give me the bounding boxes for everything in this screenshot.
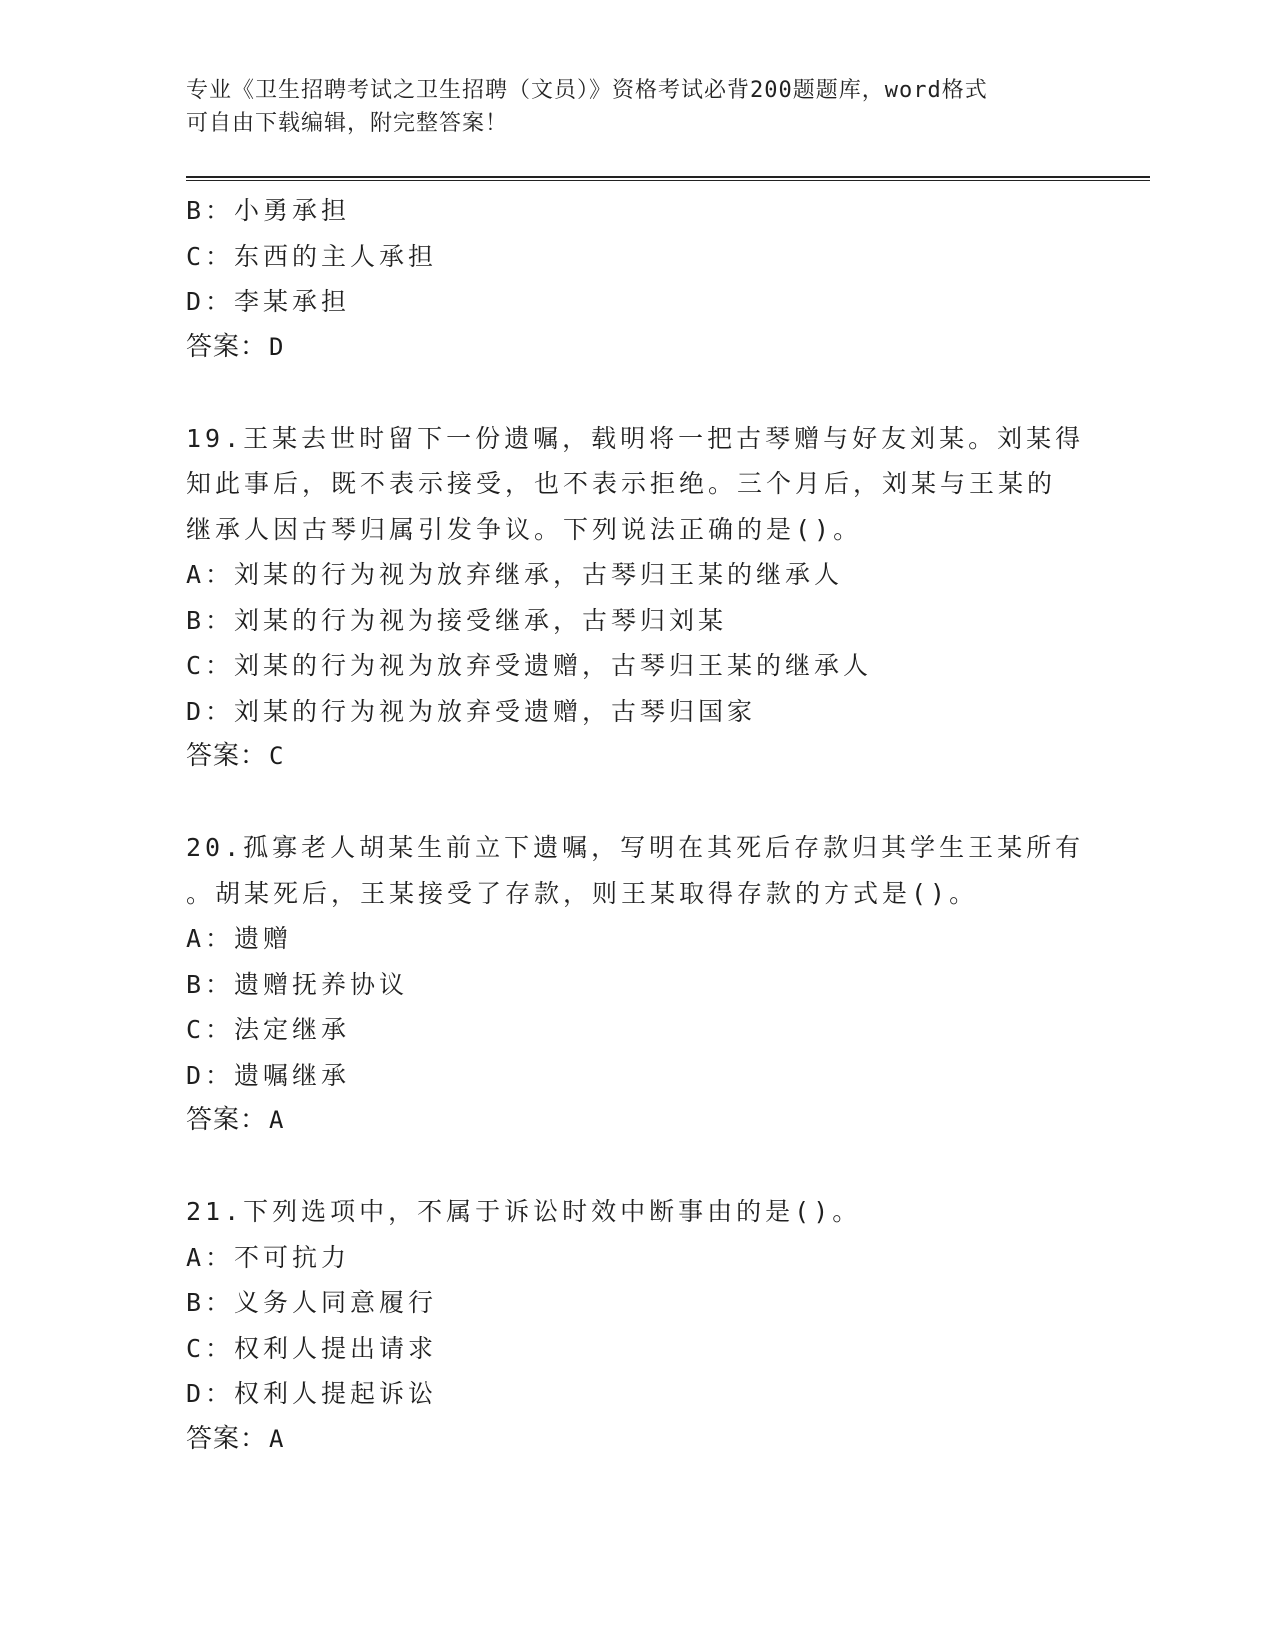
option-b: B：小勇承担	[186, 196, 351, 225]
answer-label: 答案：	[186, 1105, 268, 1135]
option-b: B：刘某的行为视为接受继承，古琴归刘某	[186, 605, 728, 635]
answer-value: D	[269, 332, 285, 361]
question-19	[186, 416, 1106, 780]
option-d: D：遗嘱继承	[186, 1060, 351, 1090]
header-line-1: 专业《卫生招聘考试之卫生招聘（文员）》资格考试必背200题题库，word格式	[186, 78, 988, 103]
option-c: C：权利人提出请求	[186, 1333, 438, 1363]
question-stem-line: 20.孤寡老人胡某生前立下遗嘱，写明在其死后存款归其学生王某所有	[186, 833, 1085, 862]
question-stem-line: 继承人因古琴归属引发争议。下列说法正确的是()。	[186, 514, 863, 544]
option-c: C：刘某的行为视为放弃受遗赠，古琴归王某的继承人	[186, 651, 873, 680]
option-b: B：遗赠抚养协议	[186, 969, 409, 999]
question-21	[186, 1189, 1106, 1462]
option-a: A：不可抗力	[186, 1242, 351, 1272]
question-stem-line: 。胡某死后，王某接受了存款，则王某取得存款的方式是()。	[186, 878, 979, 908]
option-d: D：权利人提起诉讼	[186, 1379, 438, 1408]
answer-label: 答案：	[186, 741, 268, 771]
answer-label: 答案：	[186, 1423, 268, 1454]
option-a: A：遗赠	[186, 924, 293, 953]
answer-line	[186, 325, 1106, 371]
question-20	[186, 825, 1106, 1144]
page-header	[186, 74, 1086, 140]
option-d: D：刘某的行为视为放弃受遗赠，古琴归国家	[186, 696, 757, 726]
answer-line	[186, 734, 1106, 780]
header-divider	[186, 176, 1150, 181]
question-stem-line: 知此事后，既不表示接受，也不表示拒绝。三个月后，刘某与王某的	[186, 469, 1057, 498]
option-a: A：刘某的行为视为放弃继承，古琴归王某的继承人	[186, 560, 844, 589]
answer-line	[186, 1417, 1106, 1463]
option-d: D：李某承担	[186, 287, 351, 316]
option-c: C：东西的主人承担	[186, 241, 438, 271]
spacer	[186, 780, 1106, 826]
answer-value: C	[269, 742, 285, 770]
answer-value: A	[269, 1106, 285, 1134]
answer-value: A	[269, 1424, 285, 1453]
carryover-options	[186, 188, 1106, 370]
spacer	[186, 370, 1106, 416]
spacer	[186, 1144, 1106, 1190]
question-stem-line: 21.下列选项中，不属于诉讼时效中断事由的是()。	[186, 1197, 862, 1226]
option-b: B：义务人同意履行	[186, 1288, 438, 1317]
question-stem-line: 19.王某去世时留下一份遗嘱，载明将一把古琴赠与好友刘某。刘某得	[186, 423, 1085, 453]
answer-line	[186, 1098, 1106, 1144]
header-line-2: 可自由下载编辑，附完整答案！	[186, 111, 509, 136]
question-list	[186, 188, 1106, 1462]
answer-label: 答案：	[186, 331, 268, 362]
option-c: C：法定继承	[186, 1015, 351, 1044]
